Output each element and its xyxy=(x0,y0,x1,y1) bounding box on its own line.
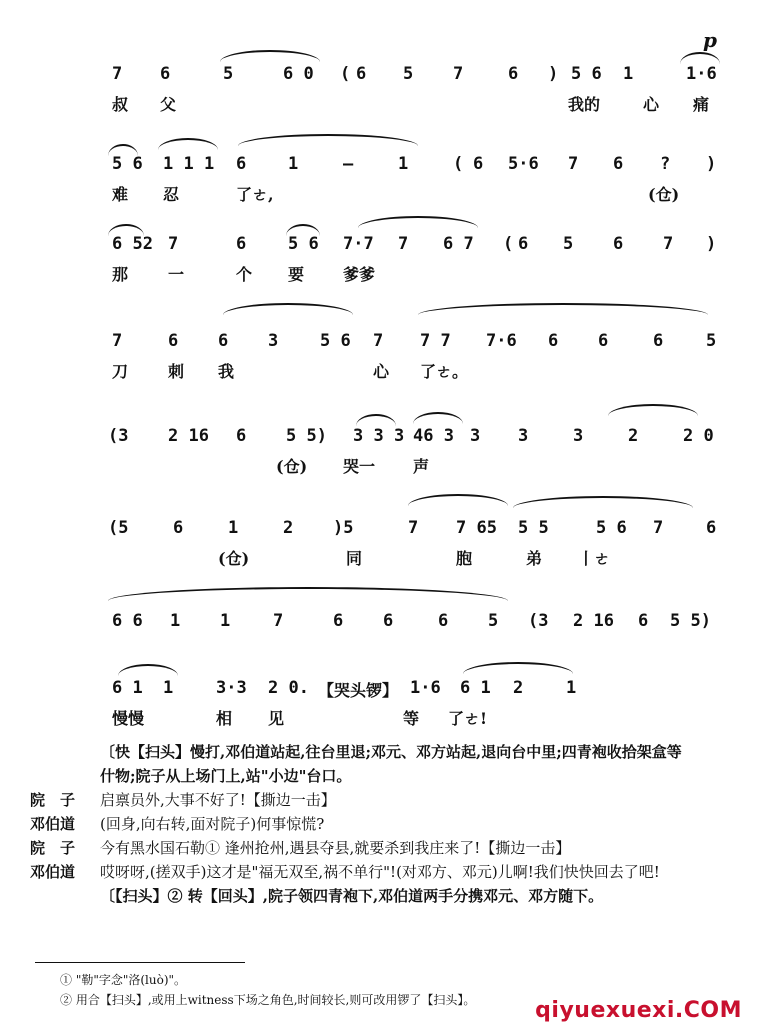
music-system-1 xyxy=(108,58,728,118)
note: 6 xyxy=(518,234,529,254)
lyric: 难 xyxy=(112,185,129,204)
music-system-2 xyxy=(108,148,728,208)
note: 5 5 xyxy=(518,518,549,538)
note: 7 xyxy=(408,518,419,538)
lyric: 弟 xyxy=(526,549,543,568)
note: 3 xyxy=(518,426,529,446)
footnote-rule xyxy=(35,962,245,963)
note: 6 xyxy=(653,331,664,351)
speech: 哎呀呀,(搓双手)这才是"福无双至,祸不单行"!(对邓方、邓元)儿啊!我们快快回去了吧! xyxy=(100,863,660,881)
lyric: 我的 xyxy=(568,95,601,114)
note: 5·6 xyxy=(508,154,539,174)
music-system-3 xyxy=(108,228,728,288)
note: 7 65 xyxy=(456,518,497,538)
note: 6 xyxy=(236,234,247,254)
note: 1 xyxy=(623,64,634,84)
note: 1 xyxy=(566,678,577,698)
note: 3 xyxy=(470,426,481,446)
note: 1 xyxy=(170,611,181,631)
slur xyxy=(513,496,693,508)
speaker: 邓伯道 xyxy=(30,815,76,833)
note: 7·7 xyxy=(343,234,374,254)
dynamic-mark: p xyxy=(703,28,717,52)
note: 2 0 xyxy=(683,426,714,446)
dialogue-line xyxy=(30,812,690,836)
slur xyxy=(358,216,478,228)
watermark: qiyuexuexi.COM xyxy=(535,998,742,1023)
note: 5 5) xyxy=(286,426,327,446)
lyric: 叔 xyxy=(112,95,129,114)
note: 7 xyxy=(168,234,179,254)
note: 5 6 xyxy=(320,331,351,351)
note: 6 xyxy=(548,331,559,351)
note: 1 xyxy=(288,154,299,174)
note: ( xyxy=(340,64,351,84)
note: 6 1 xyxy=(112,678,143,698)
note: 5 6 xyxy=(288,234,319,254)
lyric: 爹爹 xyxy=(343,265,376,284)
note: 5 xyxy=(403,64,414,84)
note: 6 xyxy=(173,518,184,538)
note: 6 xyxy=(473,154,484,174)
lyric: 我 xyxy=(218,362,235,381)
lyric: 同 xyxy=(346,549,363,568)
note: 6 xyxy=(236,154,247,174)
lyric: 那 xyxy=(112,265,129,284)
note: 7 xyxy=(453,64,464,84)
note: (3 xyxy=(108,426,129,446)
note: 6 xyxy=(638,611,649,631)
footnote: ② 用合【扫头】,或用上witness下场之角色,时间较长,则可改用锣了【扫头】。 xyxy=(60,993,476,1007)
speaker: 院 子 xyxy=(30,791,76,809)
note: 7 xyxy=(663,234,674,254)
lyric: 了ㄜ! xyxy=(448,709,488,728)
note: 5 6 xyxy=(596,518,627,538)
note: 3·3 xyxy=(216,678,247,698)
note: 5 xyxy=(488,611,499,631)
note: 6 xyxy=(168,331,179,351)
note: 6 xyxy=(383,611,394,631)
note: 7 xyxy=(373,331,384,351)
speech: (回身,向右转,面对院子)何事惊慌? xyxy=(100,815,325,833)
note: 2 xyxy=(513,678,524,698)
stage-text xyxy=(30,740,690,908)
note: 5 6 xyxy=(112,154,143,174)
lyric: 见 xyxy=(268,709,285,728)
lyric: 刺 xyxy=(168,362,185,381)
note: 6 xyxy=(356,64,367,84)
note: 6 xyxy=(236,426,247,446)
lyric: 要 xyxy=(288,265,305,284)
lyric: 哭一 xyxy=(343,457,376,476)
lyric: 等 xyxy=(403,709,420,728)
note: 6 1 xyxy=(460,678,491,698)
note: 46 3 xyxy=(413,426,454,446)
note: 6 0 xyxy=(283,64,314,84)
note: 1 xyxy=(220,611,231,631)
note: 3 3 3 xyxy=(353,426,405,446)
note: 6 52 xyxy=(112,234,153,254)
lyric: 个 xyxy=(236,265,253,284)
slur xyxy=(238,134,418,146)
music-system-8 xyxy=(108,672,728,732)
lyric: (仓) xyxy=(218,549,250,568)
note: 6 xyxy=(218,331,229,351)
note: 6 xyxy=(508,64,519,84)
footnote: ① "勒"字念"洛(luò)"。 xyxy=(60,973,187,987)
note: 1·6 xyxy=(686,64,717,84)
note: 5 5) xyxy=(670,611,711,631)
note: (5 xyxy=(108,518,129,538)
lyric: 一 xyxy=(168,265,185,284)
music-system-6 xyxy=(108,512,728,572)
stage-direction: 〔【扫头】② 转【回头】,院子领四青袍下,邓伯道两手分携邓元、邓方随下。 xyxy=(100,887,604,905)
note: 6 7 xyxy=(443,234,474,254)
note: – xyxy=(343,154,354,174)
note: ? xyxy=(660,154,671,174)
note: 3 xyxy=(268,331,279,351)
note: 6 xyxy=(706,518,717,538)
note: 6 xyxy=(160,64,171,84)
speech: 今有黑水国石勒① 逢州抢州,遇县夺县,就要杀到我庄来了!【撕边一击】 xyxy=(100,839,571,857)
dialogue-line xyxy=(30,836,690,860)
speaker: 院 子 xyxy=(30,839,76,857)
note: 3 xyxy=(573,426,584,446)
lyric: 丨ㄜ xyxy=(578,549,611,568)
note: 2 xyxy=(283,518,294,538)
stage-direction: 〔快【扫头】慢打,邓伯道站起,往台里退;邓元、邓方站起,退向台中里;四青袍收拾架盒等什物;院子从上场门上,站"小边"台口。 xyxy=(100,743,682,785)
note: ( xyxy=(503,234,514,254)
lyric: 忍 xyxy=(163,185,180,204)
note: 6 6 xyxy=(112,611,143,631)
lyric: 心 xyxy=(373,362,390,381)
note: ( xyxy=(453,154,464,174)
note: 5 xyxy=(706,331,717,351)
lyric: 了ㄜ。 xyxy=(420,362,469,381)
speech: 启禀员外,大事不好了!【撕边一击】 xyxy=(100,791,336,809)
dialogue-line xyxy=(30,788,690,812)
note: 2 0. xyxy=(268,678,309,698)
note: 1 xyxy=(228,518,239,538)
note: 6 xyxy=(598,331,609,351)
note: 1 xyxy=(163,678,174,698)
lyric: 心 xyxy=(643,95,660,114)
note: )5 xyxy=(333,518,354,538)
footnotes xyxy=(60,970,475,1010)
slur xyxy=(108,587,508,601)
lyric: 相 xyxy=(216,709,233,728)
speaker: 邓伯道 xyxy=(30,863,76,881)
note: 7 xyxy=(568,154,579,174)
dialogue-line xyxy=(30,860,690,884)
note: 2 16 xyxy=(168,426,209,446)
note: 1 1 1 xyxy=(163,154,215,174)
note: 2 16 xyxy=(573,611,614,631)
note: 7·6 xyxy=(486,331,517,351)
slur xyxy=(223,303,353,315)
note: 7 xyxy=(112,331,123,351)
lyric: (仓) xyxy=(276,457,308,476)
note: 6 xyxy=(613,154,624,174)
note: 7 xyxy=(653,518,664,538)
note: 7 xyxy=(112,64,123,84)
note: ) xyxy=(706,234,717,254)
slur xyxy=(418,303,708,315)
lyric: 父 xyxy=(160,95,177,114)
note: (3 xyxy=(528,611,549,631)
note: 6 xyxy=(333,611,344,631)
lyric: 胞 xyxy=(456,549,473,568)
note: ) xyxy=(548,64,559,84)
lyric: (仓) xyxy=(648,185,680,204)
percussion-cue: 【哭头锣】 xyxy=(318,681,399,700)
lyric: 慢慢 xyxy=(112,709,145,728)
music-system-5 xyxy=(108,420,728,480)
note: 1 xyxy=(398,154,409,174)
slur xyxy=(608,404,698,416)
music-system-4 xyxy=(108,325,728,385)
note: 5 6 xyxy=(571,64,602,84)
note: 6 xyxy=(438,611,449,631)
music-system-7 xyxy=(108,605,728,637)
lyric: 了ㄜ, xyxy=(236,185,274,204)
note: 7 xyxy=(273,611,284,631)
note: 5 xyxy=(223,64,234,84)
note: 1·6 xyxy=(410,678,441,698)
note: 7 7 xyxy=(420,331,451,351)
slur xyxy=(408,494,508,506)
note: 7 xyxy=(398,234,409,254)
lyric: 声 xyxy=(413,457,430,476)
lyric: 痛 xyxy=(693,95,710,114)
lyric: 刀 xyxy=(112,362,129,381)
note: 5 xyxy=(563,234,574,254)
note: 2 xyxy=(628,426,639,446)
note: ) xyxy=(706,154,717,174)
note: 6 xyxy=(613,234,624,254)
